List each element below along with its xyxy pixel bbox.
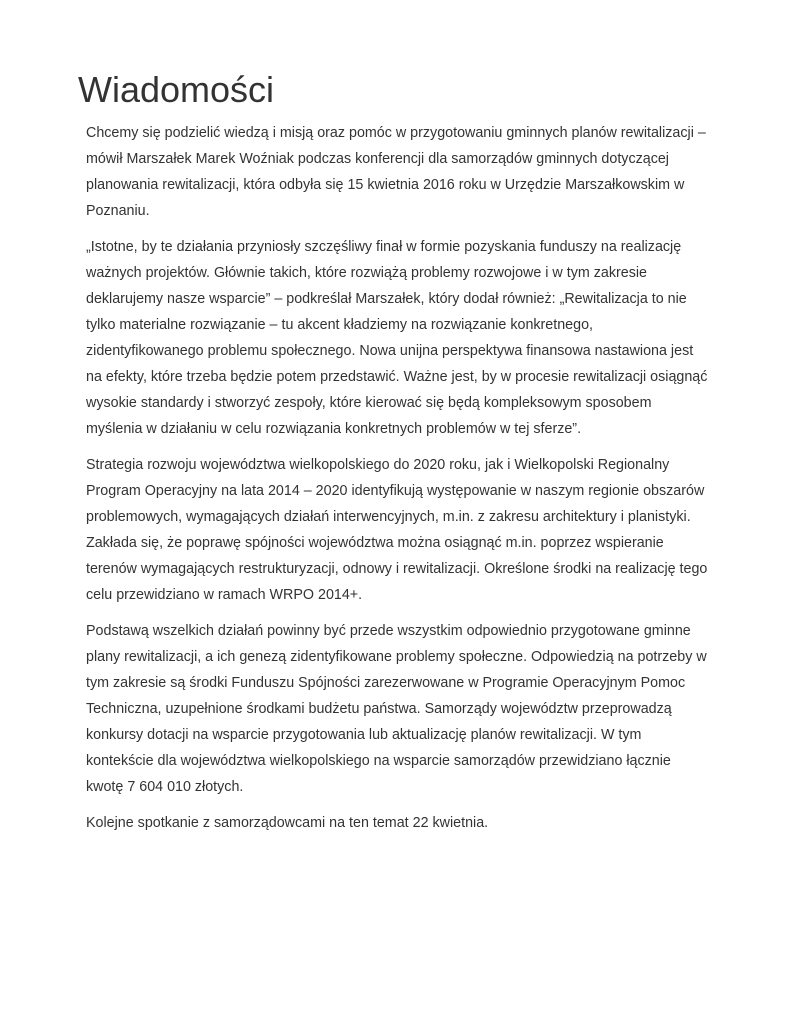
- article-paragraph-2: „Istotne, by te działania przyniosły szczęśliwy finał w formie pozyskania funduszy na realizację ważnych projektów. Głównie takich, które rozwiążą problemy rozwojowe i w tym zakresie deklarujemy nasze wsparcie” – podkreślał Marszałek, który dodał również: „Rewitalizacja to nie tylko materialne rozwiązanie – tu akcent kładziemy na rozwiązanie konkretnego, zidentyfikowanego problemu społecznego. Nowa unijna perspektywa finansowa nastawiona jest na efekty, które trzeba będzie potem przedstawić. Ważne jest, by w procesie rewitalizacji osiągnąć wysokie standardy i stworzyć zespoły, które kierować się będą kompleksowym sposobem myślenia w działaniu w celu rozwiązania konkretnych problemów w tej sferze”.: [86, 239, 708, 437]
- article-paragraph-3: Strategia rozwoju województwa wielkopolskiego do 2020 roku, jak i Wielkopolski Regionalny Program Operacyjny na lata 2014 – 2020 identyfikują występowanie w naszym regionie obszarów problemowych, wymagających działań interwencyjnych, m.in. z zakresu architektury i planistyki. Zakłada się, że poprawę spójności województwa można osiągnąć m.in. poprzez wspieranie terenów wymagających restrukturyzacji, odnowy i rewitalizacji. Określone środki na realizację tego celu przewidziano w ramach WRPO 2014+.: [86, 457, 708, 603]
- page-title: Wiadomości: [78, 69, 275, 110]
- article-paragraph-5: Kolejne spotkanie z samorządowcami na ten temat 22 kwietnia.: [86, 815, 489, 831]
- article-paragraph-1: Chcemy się podzielić wiedzą i misją oraz pomóc w przygotowaniu gminnych planów rewitalizacji – mówił Marszałek Marek Woźniak podczas konferencji dla samorządów gminnych dotyczącej planowania rewitalizacji, która odbyła się 15 kwietnia 2016 roku w Urzędzie Marszałkowskim w Poznaniu.: [86, 125, 706, 219]
- article-paragraph-4: Podstawą wszelkich działań powinny być przede wszystkim odpowiednio przygotowane gminne plany rewitalizacji, a ich genezą zidentyfikowane problemy społeczne. Odpowiedzią na potrzeby w tym zakresie są środki Funduszu Spójności zarezerwowane w Programie Operacyjnym Pomoc Techniczna, uzupełnione środkami budżetu państwa. Samorządy województw przeprowadzą konkursy dotacji na wsparcie przygotowania lub aktualizację planów rewitalizacji. W tym kontekście dla województwa wielkopolskiego na wsparcie samorządów przewidziano łącznie kwotę 7 604 010 złotych.: [86, 623, 707, 795]
- article-body: [86, 120, 708, 846]
